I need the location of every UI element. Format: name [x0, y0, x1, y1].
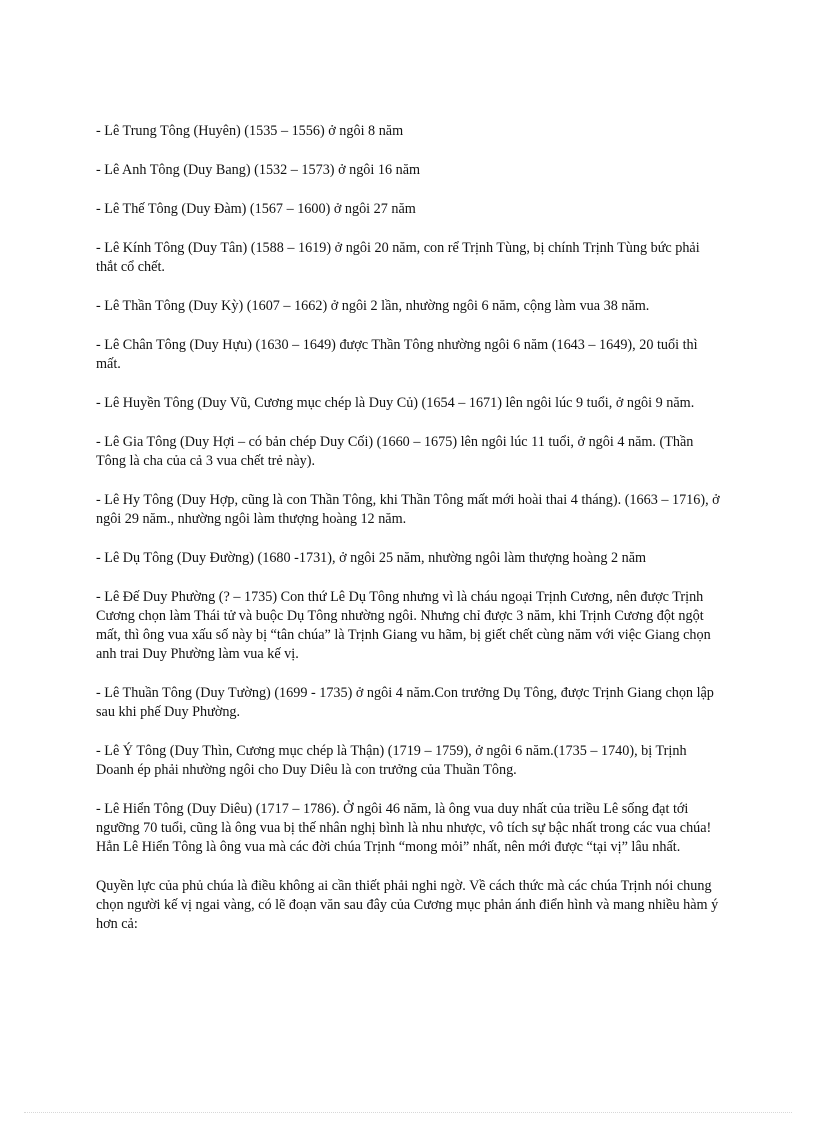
list-item-le-hy-tong: - Lê Hy Tông (Duy Hợp, cũng là con Thần Tông, khi Thần Tông mất mới hoài thai 4 tháng). (1663 – 1716), ở ngôi 29 năm., nhường ngôi làm thượng hoàng 12 năm.: [96, 492, 720, 527]
list-item-le-huyen-tong: - Lê Huyền Tông (Duy Vũ, Cương mục chép là Duy Củ) (1654 – 1671) lên ngôi lúc 9 tuổi, ở ngôi 9 năm.: [96, 395, 695, 411]
list-item-le-gia-tong: - Lê Gia Tông (Duy Hợi – có bản chép Duy Cối) (1660 – 1675) lên ngôi lúc 11 tuổi, ở ngôi 4 năm. (Thần Tông là cha của cả 3 vua chết trẻ này).: [96, 434, 694, 469]
list-item-le-the-tong: - Lê Thế Tông (Duy Đàm) (1567 – 1600) ở ngôi 27 năm: [96, 201, 416, 217]
list-item-le-anh-tong: - Lê Anh Tông (Duy Bang) (1532 – 1573) ở ngôi 16 năm: [96, 162, 421, 178]
list-item-le-trung-tong: - Lê Trung Tông (Huyên) (1535 – 1556) ở ngôi 8 năm: [96, 123, 404, 139]
list-item-le-y-tong: - Lê Ý Tông (Duy Thìn, Cương mục chép là Thận) (1719 – 1759), ở ngôi 6 năm.(1735 – 1740), bị Trịnh Doanh ép phải nhường ngôi cho Duy Diêu là con trưởng của Thuần Tông.: [96, 743, 687, 778]
list-item-le-hien-tong: - Lê Hiển Tông (Duy Diêu) (1717 – 1786). Ở ngôi 46 năm, là ông vua duy nhất của triều Lê sống đạt tới ngưỡng 70 tuổi, cũng là ông vua bị thế nhân nghị bình là nhu nhược, vô tích sự bậc nhất trong các vua chúa! Hẳn Lê Hiển Tông là ông vua mà các đời chúa Trịnh “mong mỏi” nhất, nên mới được “tại vị” lâu nhất.: [96, 801, 712, 855]
page-bottom-divider: [24, 1112, 792, 1113]
list-item-le-thuan-tong: - Lê Thuần Tông (Duy Tường) (1699 - 1735) ở ngôi 4 năm.Con trưởng Dụ Tông, được Trịnh Giang chọn lập sau khi phế Duy Phường.: [96, 685, 714, 720]
list-item-le-de-duy-phuong: - Lê Đế Duy Phường (? – 1735) Con thứ Lê Dụ Tông nhưng vì là cháu ngoại Trịnh Cương, nên được Trịnh Cương chọn làm Thái tử và buộc Dụ Tông nhường ngôi. Nhưng chỉ được 3 năm, khi Trịnh Cương đột ngột mất, thì ông vua xấu số này bị “tân chúa” là Trịnh Giang vu hãm, bị giết chết cùng năm với việc Giang chọn anh trai Duy Phường làm vua kế vị.: [96, 589, 711, 662]
list-item-le-du-tong: - Lê Dụ Tông (Duy Đường) (1680 -1731), ở ngôi 25 năm, nhường ngôi làm thượng hoàng 2 năm: [96, 550, 647, 566]
document-body: [96, 122, 724, 954]
list-item-le-than-tong: - Lê Thần Tông (Duy Kỳ) (1607 – 1662) ở ngôi 2 lần, nhường ngôi 6 năm, cộng làm vua 38 năm.: [96, 298, 650, 314]
closing-paragraph: Quyền lực của phủ chúa là điều không ai cần thiết phải nghi ngờ. Về cách thức mà các chúa Trịnh nói chung chọn người kế vị ngai vàng, có lẽ đoạn văn sau đây của Cương mục phản ánh điển hình và mang nhiều hàm ý hơn cả:: [96, 878, 719, 932]
list-item-le-kinh-tong: - Lê Kính Tông (Duy Tân) (1588 – 1619) ở ngôi 20 năm, con rể Trịnh Tùng, bị chính Trịnh Tùng bức phải thắt cổ chết.: [96, 240, 700, 275]
list-item-le-chan-tong: - Lê Chân Tông (Duy Hựu) (1630 – 1649) được Thần Tông nhường ngôi 6 năm (1643 – 1649), 20 tuổi thì mất.: [96, 337, 698, 372]
